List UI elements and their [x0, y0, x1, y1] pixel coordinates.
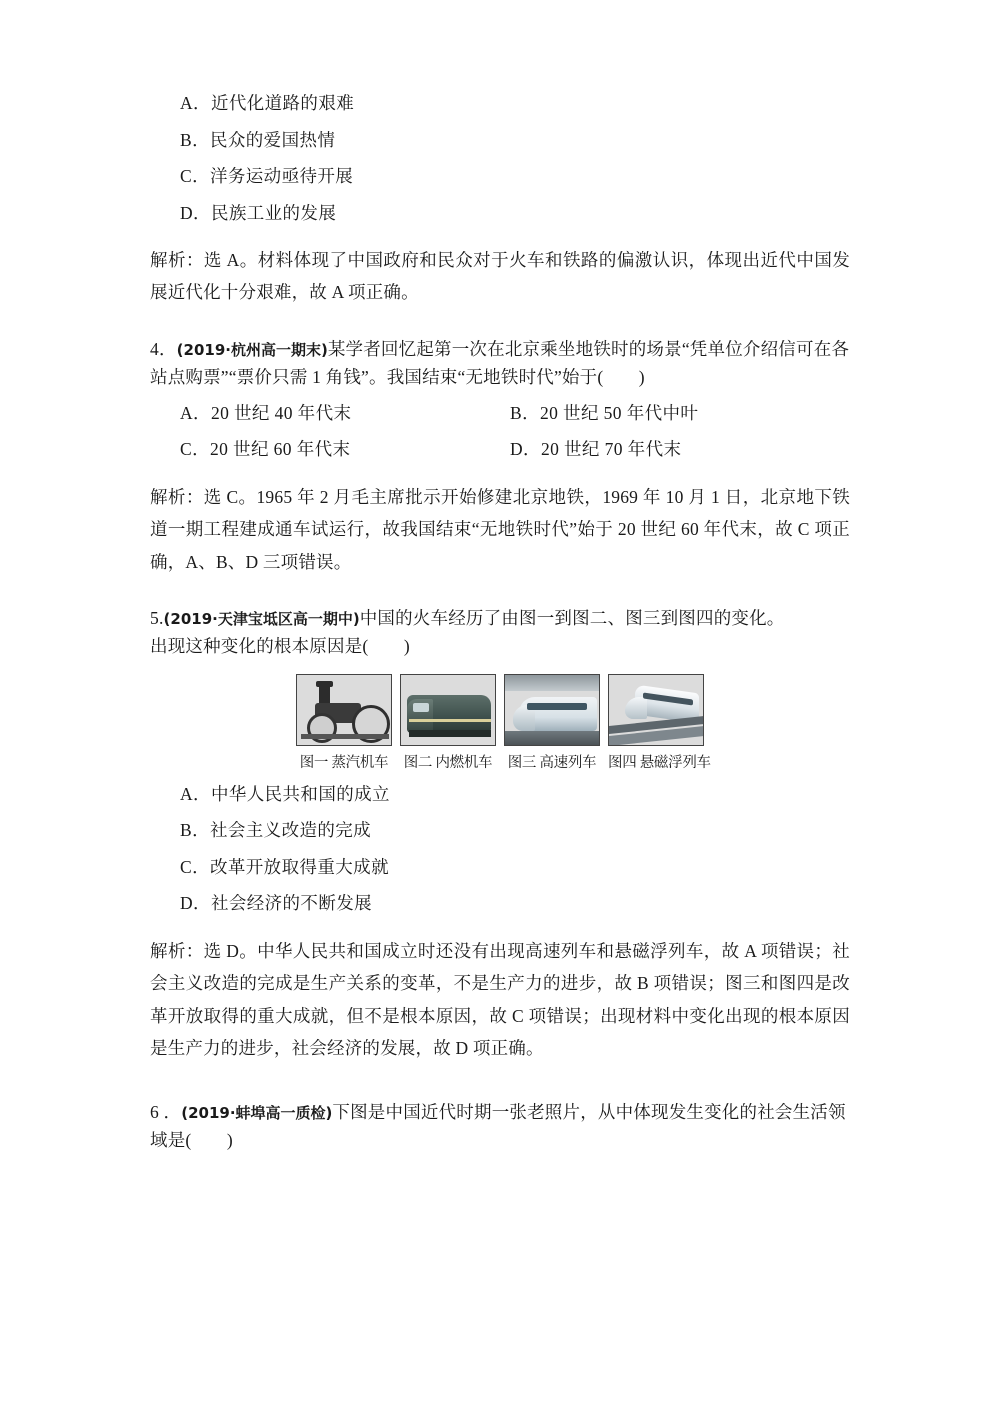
- question4-option-b: B．20 世纪 50 年代中叶: [510, 402, 699, 423]
- maglev-train-photo: [608, 674, 704, 746]
- high-speed-train-photo: [504, 674, 600, 746]
- question5-analysis: 解析：选 D。中华人民共和国成立时还没有出现高速列车和悬磁浮列车，故 A 项错误；社会主义改造的完成是生产关系的变革，不是生产力的进步，故 B 项错误；图三和图四是改革开放取得的重大成就，但不是根本原因，故 C 项错误；出现材料中变化出现的根本原因是生产力的进步，社会经济的发展，故 D 项正确。: [150, 940, 850, 1058]
- question5-number: 5.: [150, 607, 164, 628]
- question6-stem: [150, 1098, 850, 1154]
- question6-number: 6 ．: [150, 1102, 182, 1123]
- question6-stem-line1: 下图是中国近代时期一张老照片，从中体现发生变化的社会生活领: [332, 1102, 846, 1123]
- question4-number: 4．: [150, 338, 177, 359]
- figure-3-caption: 图三 高速列车: [507, 754, 597, 771]
- figure-2: [400, 674, 496, 772]
- question5-option-c: C．改革开放取得重大成就: [180, 856, 389, 877]
- figure-1: [296, 674, 392, 772]
- question4-option-d: D．20 世纪 70 年代末: [510, 439, 682, 460]
- question6-source: (2019·蚌埠高一质检): [181, 1104, 333, 1123]
- question4-analysis: 解析：选 C。1965 年 2 月毛主席批示开始修建北京地铁，1969 年 10 月 1 日，北京地下铁道一期工程建成通车试运行，故我国结束“无地铁时代”始于 20 世纪 60 年代末，故 C 项正确，A、B、D 三项错误。: [150, 486, 850, 572]
- figure-1-caption: 图一 蒸汽机车: [299, 754, 389, 771]
- question4-stem: [150, 335, 850, 391]
- question4-options-row1: [180, 402, 850, 423]
- figure-4-caption: 图四 悬磁浮列车: [608, 754, 711, 771]
- question3-options-block: [150, 95, 850, 222]
- figure-2-caption: 图二 内燃机车: [403, 754, 493, 771]
- question4-stem-text: 某学者回忆起第一次在北京乘坐地铁时的场景“凭单位介绍信可在各站点购票”“票价只需 1 角钱”。我国结束“无地铁时代”始于( ): [150, 338, 850, 387]
- question3-option-c: C．洋务运动亟待开展: [180, 166, 354, 186]
- question3-option-d: D．民族工业的发展: [180, 202, 337, 223]
- question5-stem: [150, 604, 850, 660]
- question5-stem-line2: 出现这种变化的根本原因是( ): [150, 635, 410, 656]
- question4-option-c: C．20 世纪 60 年代末: [180, 439, 351, 460]
- question5-figure-group: [150, 674, 850, 772]
- question4-options-row2: [180, 441, 850, 459]
- question6-stem-line2: 域是( ): [150, 1130, 233, 1151]
- question3-option-b: B．民众的爱国热情: [180, 129, 336, 150]
- question5-options-block: [150, 783, 850, 914]
- question5-source: (2019·天津宝坻区高一期中): [163, 609, 360, 628]
- question5-option-d: D．社会经济的不断发展: [180, 893, 373, 914]
- question5-option-b: B．社会主义改造的完成: [180, 820, 372, 841]
- figure-4: [608, 674, 711, 772]
- question5-stem-line1: 中国的火车经历了由图一到图二、图三到图四的变化。: [359, 607, 785, 628]
- figure-3: [504, 674, 600, 772]
- question4-option-a: A．20 世纪 40 年代末: [180, 402, 352, 423]
- question5-option-a: A．中华人民共和国的成立: [180, 783, 390, 804]
- question3-analysis: 解析：选 A。材料体现了中国政府和民众对于火车和铁路的偏激认识，体现出近代中国发展近代化十分艰难，故 A 项正确。: [150, 250, 850, 303]
- diesel-locomotive-photo: [400, 674, 496, 746]
- steam-locomotive-photo: [296, 674, 392, 746]
- question3-option-a: A．近代化道路的艰难: [180, 93, 355, 113]
- question4-source: (2019·杭州高一期末): [176, 340, 328, 359]
